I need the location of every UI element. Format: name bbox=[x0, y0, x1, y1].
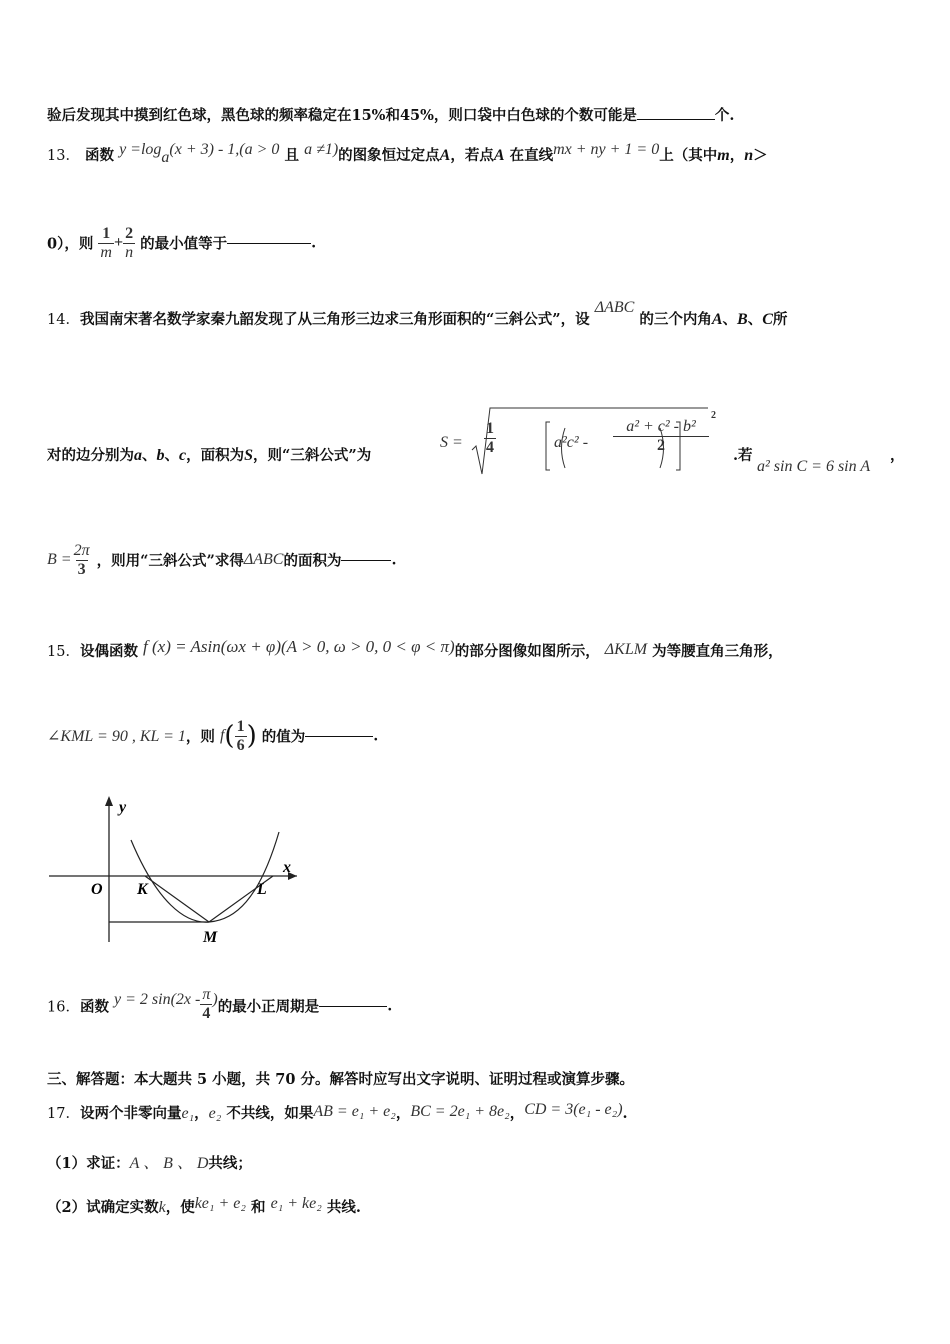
area-s: S bbox=[244, 447, 254, 464]
angle-b-eq: B = bbox=[47, 551, 72, 569]
q13-func-rest: (x + 3) - 1,(a > 0 bbox=[169, 141, 280, 158]
q17-text: 不共线，如果 bbox=[226, 1105, 314, 1122]
q17-part1 bbox=[47, 1150, 252, 1173]
part2-and: 和 bbox=[251, 1199, 266, 1216]
var-k: k bbox=[158, 1199, 166, 1216]
triangle-klm: ΔKLM bbox=[604, 641, 648, 658]
sep: 、 bbox=[164, 447, 179, 464]
vector-e1: e₁ bbox=[181, 1105, 195, 1122]
q15-number: 15． bbox=[47, 644, 80, 660]
angle-b: B bbox=[737, 311, 748, 328]
vector-ke1-e2: ke₁ + e₂ bbox=[194, 1195, 246, 1212]
q13-text: 的图象恒过定点 bbox=[338, 147, 440, 164]
a2c2: a²c² - bbox=[554, 434, 589, 451]
sep: 、 bbox=[722, 311, 738, 328]
section-3-text: 三、解答题：本大题共 5 小题，共 70 分。解答时应写出文字说明、证明过程或演算步骤。 bbox=[47, 1071, 634, 1088]
answer-blank[interactable] bbox=[319, 1006, 387, 1007]
origin-label: O bbox=[91, 881, 103, 898]
q13-text: 的最小值等于 bbox=[140, 235, 228, 253]
section-3-heading bbox=[47, 1068, 634, 1089]
part2-label: （2）试确定实数 bbox=[47, 1199, 159, 1216]
curve bbox=[131, 832, 279, 922]
triangle-abc: ΔABC bbox=[243, 551, 284, 569]
q17-text: 设两个非零向量 bbox=[79, 1105, 182, 1122]
cond-equation: a² sin C = 6 sin A bbox=[757, 458, 871, 475]
sep: 、 bbox=[747, 311, 763, 328]
q14-number: 14． bbox=[47, 312, 80, 328]
q13-func: y =log bbox=[119, 141, 162, 158]
q16-end: . bbox=[387, 997, 393, 1015]
m-label: M bbox=[203, 929, 218, 946]
q13-line-eq: mx + ny + 1 = 0 bbox=[553, 141, 660, 158]
q13-number: 13． bbox=[47, 148, 80, 164]
q13-cond: a ≠1) bbox=[304, 141, 339, 158]
square-exp: 2 bbox=[711, 410, 716, 421]
q14-line3 bbox=[47, 542, 397, 578]
q15-text: 的值为 bbox=[261, 728, 306, 746]
side-a: a bbox=[134, 447, 142, 464]
q13-end: . bbox=[311, 234, 317, 252]
q13-text: 上（其中 bbox=[659, 147, 718, 164]
q16-line bbox=[47, 988, 392, 1024]
paren-close: ) bbox=[246, 721, 257, 752]
q17-number: 17． bbox=[47, 1106, 80, 1122]
q16-number: 16． bbox=[47, 999, 80, 1016]
q13-frac-1: $\frac{1}{m}$ bbox=[100, 225, 112, 261]
q15-text: ，则 bbox=[185, 728, 215, 746]
side-c: c bbox=[179, 447, 187, 464]
q16-frac: $\frac{\pi}{4}$ bbox=[202, 986, 211, 1022]
b-frac: $\frac{2\pi}{3}$ bbox=[73, 542, 90, 578]
q14-text: ，面积为 bbox=[186, 447, 245, 464]
k-label: K bbox=[137, 881, 148, 898]
q13-gt: ＞ bbox=[753, 147, 768, 164]
angle-a: A bbox=[711, 311, 723, 328]
vector-ab: AB = e₁ + e₂ bbox=[313, 1103, 396, 1120]
answer-blank[interactable] bbox=[227, 243, 311, 244]
side-b: b bbox=[156, 447, 165, 464]
vector-e2: e₂ bbox=[208, 1105, 222, 1122]
x-label: x bbox=[283, 859, 291, 876]
q15-f: f bbox=[219, 727, 225, 745]
vector-cd: CD = 3(e₁ - e₂) bbox=[524, 1101, 623, 1118]
y-label: y bbox=[119, 799, 127, 816]
q14-text: 对的边分别为 bbox=[47, 447, 134, 464]
answer-blank[interactable] bbox=[341, 560, 391, 561]
q14-text: .若 bbox=[733, 447, 753, 464]
q15-frac: $\frac{1}{6}$ bbox=[236, 718, 245, 754]
km-side bbox=[145, 876, 209, 922]
intro-tail: 个. bbox=[714, 107, 735, 124]
q14-line1 bbox=[47, 299, 788, 329]
l-label: L bbox=[257, 881, 267, 898]
q17-part2 bbox=[47, 1196, 361, 1217]
inner-frac: $\frac{\text{a² + c² - b²}}{2}$ bbox=[613, 418, 709, 454]
q15-line2 bbox=[47, 718, 378, 754]
q15-text: 的部分图像如图所示， bbox=[454, 643, 600, 660]
q14-text: 的面积为 bbox=[283, 552, 342, 570]
paren-open: ( bbox=[224, 721, 235, 752]
q17-end: . bbox=[622, 1105, 628, 1122]
q17-comma: ， bbox=[509, 1105, 525, 1122]
q13-plus: + bbox=[113, 234, 124, 252]
q14-text: ，则用“三斜公式”求得 bbox=[96, 552, 244, 570]
q16-text: 函数 bbox=[79, 998, 109, 1016]
q13-text: 在直线 bbox=[509, 147, 554, 164]
part1-label: （1）求证： bbox=[47, 1155, 130, 1172]
q13-line1 bbox=[47, 141, 768, 169]
point-a: A bbox=[493, 147, 505, 164]
triangle-abc: ΔABC bbox=[594, 299, 635, 316]
q15-text: 为等腰直角三角形， bbox=[652, 643, 783, 660]
q13-line2 bbox=[47, 225, 316, 261]
q13-text: 0），则 bbox=[47, 235, 94, 253]
part1-text: 共线； bbox=[208, 1155, 252, 1172]
q13-text: 且 bbox=[284, 147, 299, 164]
q15-func: f (x) = Asin(ωx + φ)(A > 0, ω > 0, 0 < φ < π) bbox=[143, 637, 455, 656]
vector-bc: BC = 2e₁ + 8e₂ bbox=[410, 1103, 510, 1120]
q16-paren: ) bbox=[212, 991, 218, 1009]
q13-comma: ， bbox=[729, 147, 745, 164]
points-abd: A 、 B 、 D bbox=[129, 1155, 209, 1172]
vector-e1-ke2: e₁ + ke₂ bbox=[270, 1195, 322, 1212]
q14-text: 所 bbox=[772, 311, 788, 328]
quarter-frac: $\frac{1}{4}$ bbox=[486, 420, 494, 456]
q15-line1 bbox=[47, 637, 783, 661]
q14-end: . bbox=[391, 551, 397, 569]
intro-text: 验后发现其中摸到红色球，黑色球的频率稳定在15%和45%，则口袋中白色球的个数可能是 bbox=[47, 107, 637, 124]
q13-func-base: a bbox=[161, 148, 170, 166]
part2-text: ，使 bbox=[165, 1199, 195, 1216]
q13-text: 函数 bbox=[85, 147, 115, 164]
q15-cond: ∠KML = 90 , KL = 1 bbox=[47, 728, 186, 746]
var-m: m bbox=[717, 147, 730, 164]
q16-text: 的最小正周期是 bbox=[217, 998, 320, 1016]
q14-text: ，则“三斜公式”为 bbox=[253, 447, 372, 464]
q15-graph bbox=[45, 792, 305, 952]
q14-comma: ， bbox=[890, 447, 905, 464]
part2-text: 共线. bbox=[326, 1199, 361, 1216]
angle-c: C bbox=[762, 311, 773, 328]
sep: 、 bbox=[142, 447, 157, 464]
q14-text-group bbox=[47, 444, 371, 465]
formula-s: S = bbox=[440, 434, 463, 451]
q16-func: y = 2 sin(2x - bbox=[114, 991, 201, 1009]
point-a: A bbox=[439, 147, 451, 164]
q13-text: ，若点 bbox=[450, 147, 494, 164]
q15-end: . bbox=[373, 727, 379, 745]
q14-text: 我国南宋著名数学家秦九韶发现了从三角形三边求三角形面积的“三斜公式”，设 bbox=[79, 311, 590, 328]
y-arrow bbox=[105, 796, 113, 806]
q17-comma: ， bbox=[395, 1105, 411, 1122]
answer-blank[interactable] bbox=[305, 736, 373, 737]
q17-line bbox=[47, 1102, 628, 1123]
q13-frac-2: $\frac{2}{n}$ bbox=[125, 225, 134, 261]
q15-text: 设偶函数 bbox=[79, 643, 138, 660]
q14-text: 的三个内角 bbox=[639, 311, 712, 328]
answer-blank[interactable] bbox=[637, 119, 715, 120]
intro-line bbox=[47, 104, 734, 125]
q17-comma: ， bbox=[194, 1105, 209, 1122]
var-n: n bbox=[744, 147, 754, 164]
